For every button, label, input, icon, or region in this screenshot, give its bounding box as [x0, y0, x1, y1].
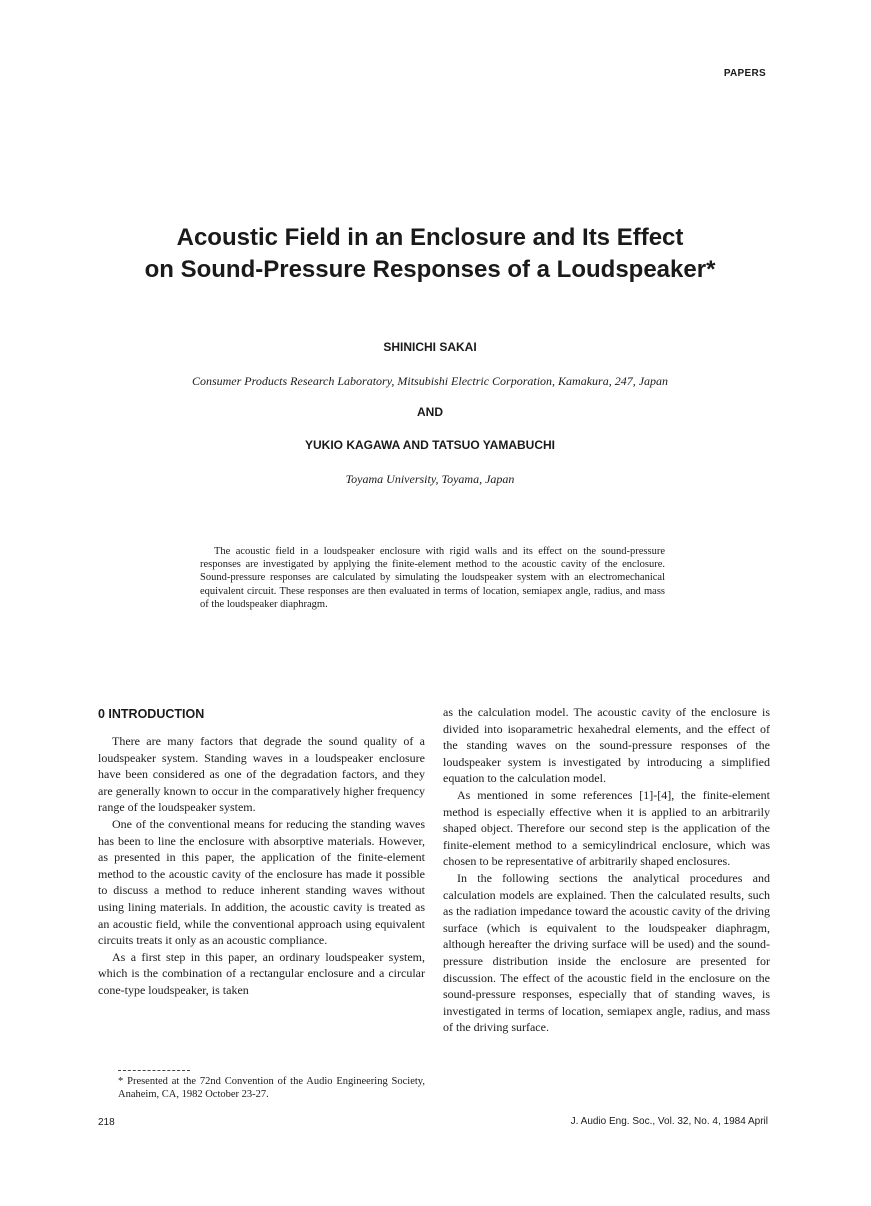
title-line-2: on Sound-Pressure Responses of a Loudspeaker* [144, 256, 716, 283]
intro-paragraph-2: One of the conventional means for reducing the standing waves has been to line the enclosure with absorptive materials. However, as presented in this paper, the application of the finite-element method to the acoustic cavity of the enclosure has made it possible to discuss a method to reduce inherent standing waves without using lining materials. In addition, the acoustic cavity is treated as an acoustic field, while the conventional approach using equivalent circuits treats it only as an acoustic compliance. [98, 816, 425, 948]
author-2-affiliation: Toyama University, Toyama, Japan [345, 472, 515, 486]
abstract: The acoustic field in a loudspeaker enclosure with rigid walls and its effect on the sound-pressure responses are investigated by applying the finite-element method to the acoustic cavity of the enclosure. Sound-pressure responses are calculated by simulating the loudspeaker system with an electromechanical equivalent circuit. These responses are then evaluated in terms of location, semiapex angle, radius, and mass of the loudspeaker diaphragm. [200, 546, 665, 610]
intro-paragraph-5: In the following sections the analytical procedures and calculation models are explained. Then the calculated results, such as the radiation impedance toward the acoustic cavity of the driving surface (which is equivalent to the loudspeaker diaphragm, although hereafter the driving surface will be used) and the sound-pressure distribution inside the enclosure are presented for discussion. The effect of the acoustic field in the enclosure on the sound-pressure responses, especially that of standing waves, is investigated in terms of location, semiapex angle, radius, and mass of the driving surface. [443, 870, 770, 1035]
intro-paragraph-4: As mentioned in some references [1]-[4], the finite-element method is especially effective when it is applied to an arbitrarily shaped object. Therefore our second step is the application of the finite-element method to a semicylindrical enclosure, which was chosen to be representative of arbitrarily shaped enclosures. [443, 787, 770, 869]
paper-title [60, 222, 800, 286]
intro-paragraph-1: There are many factors that degrade the sound quality of a loudspeaker system. Standing waves in a loudspeaker enclosure have been considered as one of the degradation factors, and they are generally known to occur in the comparatively higher frequency range of the loudspeaker system. [98, 734, 425, 815]
page-number: 218 [98, 1117, 115, 1128]
author-2: YUKIO KAGAWA AND TATSUO YAMABUCHI [304, 438, 555, 452]
author-1: SHINICHI SAKAI [383, 340, 477, 354]
footnote-rule [118, 1070, 190, 1071]
section-heading-introduction: 0 INTRODUCTION [98, 707, 205, 721]
title-line-1: Acoustic Field in an Enclosure and Its Effect [176, 224, 684, 251]
column-right [443, 704, 770, 1036]
author-conjunction: AND [417, 405, 443, 419]
footnote: * Presented at the 72nd Convention of the Audio Engineering Society, Anaheim, CA, 1982 October 23-27. [118, 1076, 425, 1100]
author-1-affiliation: Consumer Products Research Laboratory, Mitsubishi Electric Corporation, Kamakura, 247, Japan [191, 374, 669, 388]
journal-reference: J. Audio Eng. Soc., Vol. 32, No. 4, 1984 April [570, 1116, 768, 1127]
column-left [98, 705, 425, 999]
intro-paragraph-3: As a first step in this paper, an ordinary loudspeaker system, which is the combination of a rectangular enclosure and a circular cone-type loudspeaker, is taken [98, 949, 425, 997]
section-label: PAPERS [723, 68, 766, 79]
intro-paragraph-3-continued: as the calculation model. The acoustic cavity of the enclosure is divided into isoparametric hexahedral elements, and the effect of the standing waves on the sound-pressure responses of the loudspeaker system is investigated by introducing a simplified equation to the calculation model. [443, 705, 770, 786]
